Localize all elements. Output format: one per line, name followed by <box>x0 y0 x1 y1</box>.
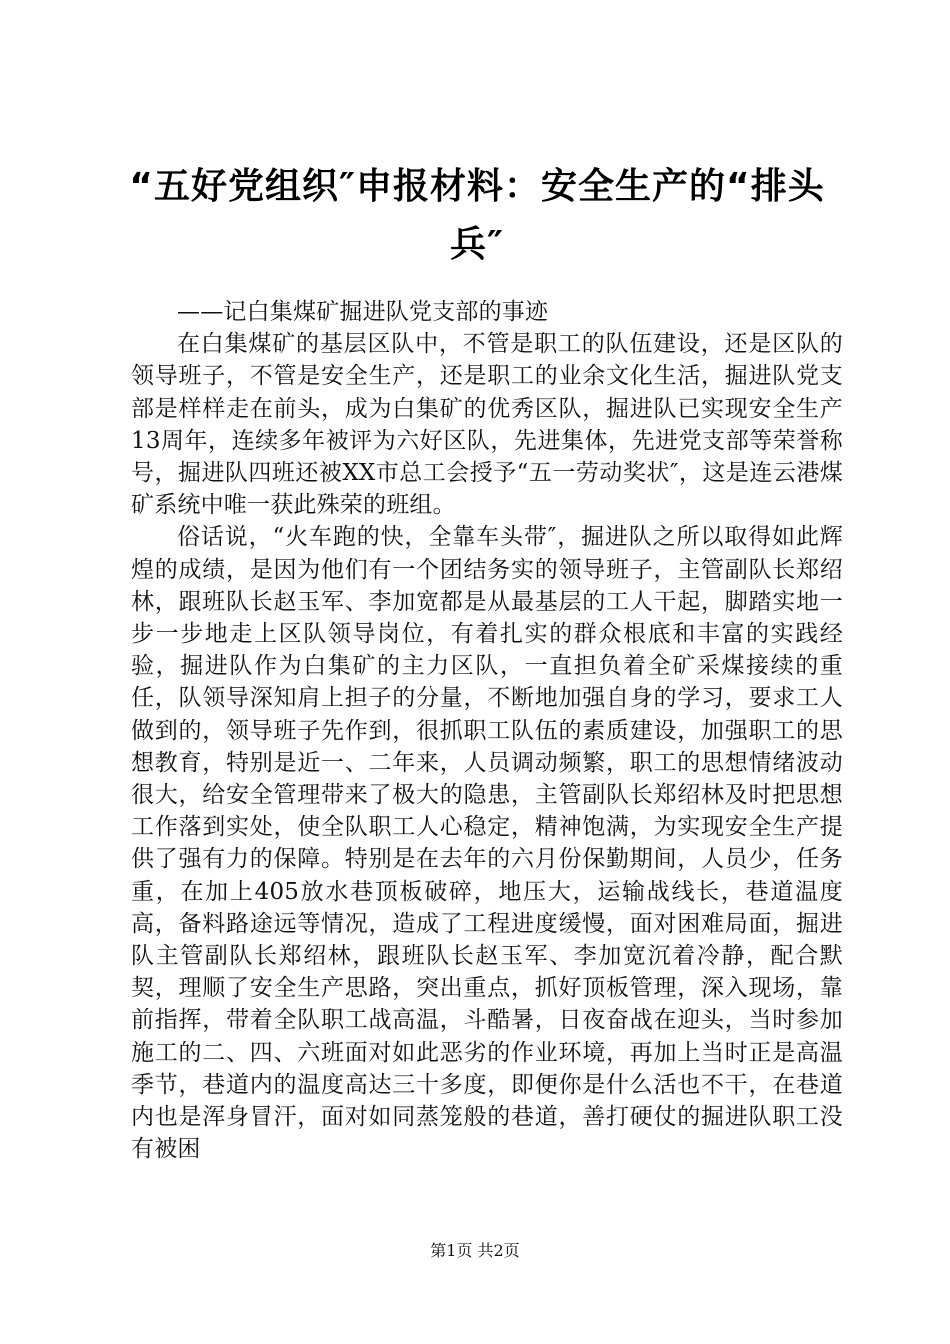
page-footer: 第1页 共2页 <box>430 1241 520 1260</box>
document-body <box>131 296 843 1165</box>
paragraph-1: 在白集煤矿的基层区队中，不管是职工的队伍建设，还是区队的领导班子，不管是安全生产，还是职工的业余文化生活，掘进队党支部是样样走在前头，成为白集矿的优秀区队，掘进队已实现安全生产13周年，连续多年被评为六好区队，先进集体，先进党支部等荣誉称号，掘进队四班还被XX市总工会授予“五一劳动奖状″，这是连云港煤矿系统中唯一获此殊荣的班组。 <box>131 331 843 519</box>
document-subtitle: ——记白集煤矿掘进队党支部的事迹 <box>177 299 549 325</box>
paragraph-2: 俗话说，“火车跑的快，全靠车头带″，掘进队之所以取得如此辉煌的成绩，是因为他们有一个团结务实的领导班子，主管副队长郑绍林，跟班队长赵玉军、李加宽都是从最基层的工人干起，脚踏实地一步一步地走上区队领导岗位，有着扎实的群众根底和丰富的实践经验，掘进队作为白集矿的主力区队，一直担负着全矿采煤接续的重任，队领导深知肩上担子的分量，不断地加强自身的学习，要求工人做到的，领导班子先作到，很抓职工队伍的素质建设，加强职工的思想教育，特别是近一、二年来，人员调动频繁，职工的思想情绪波动很大，给安全管理带来了极大的隐患，主管副队长郑绍林及时把思想工作落到实处，使全队职工人心稳定，精神饱满，为实现安全生产提供了强有力的保障。特别是在去年的六月份保勤期间，人员少，任务重，在加上405放水巷顶板破碎，地压大，运输战线长，巷道温度高，备料路途远等情况，造成了工程进度缓慢，面对困难局面，掘进队主管副队长郑绍林，跟班队长赵玉军、李加宽沉着冷静，配合默契，理顺了安全生产思路，突出重点，抓好顶板管理，深入现场，靠前指挥，带着全队职工战高温，斗酷暑，日夜奋战在迎头，当时参加施工的二、四、六班面对如此恶劣的作业环境，再加上当时正是高温季节，巷道内的温度高达三十多度，即便你是什么活也不干，在巷道内也是浑身冒汗，面对如同蒸笼般的巷道，善打硬仗的掘进队职工没有被困 <box>131 524 843 1163</box>
document-title: “五好党组织″申报材料：安全生产的“排头兵″ <box>129 166 825 265</box>
